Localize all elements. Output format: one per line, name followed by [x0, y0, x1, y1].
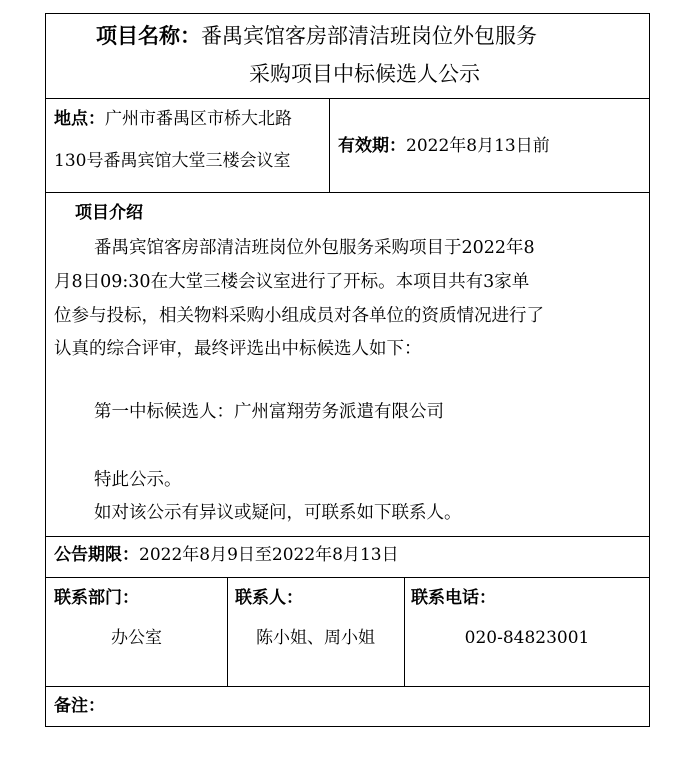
intro-line: 番禺宾馆客房部清洁班岗位外包服务采购项目于2022年8: [94, 238, 535, 258]
contact-person-value: 陈小姐、周小姐: [256, 628, 375, 648]
divider: [46, 192, 649, 193]
project-name-label: 项目名称：: [96, 23, 201, 48]
announcement-table: [45, 13, 650, 727]
divider: [46, 98, 649, 99]
intro-heading: 项目介绍: [75, 203, 143, 223]
contact-note-line: 如对该公示有异议或疑问，可联系如下联系人。: [94, 503, 462, 523]
notice-line: 特此公示。: [94, 470, 182, 490]
contact-dept-value: 办公室: [111, 628, 162, 648]
contact-phone-value: 020-84823001: [464, 628, 590, 648]
period-value: 2022年8月9日至2022年8月13日: [139, 545, 399, 565]
intro-line: 认真的综合评审，最终评选出中标候选人如下：: [54, 339, 422, 359]
project-name: [96, 21, 537, 51]
divider: [46, 536, 649, 537]
location-line2: 130号番禺宾馆大堂三楼会议室: [54, 151, 291, 171]
validity-value: 2022年8月13日前: [406, 136, 550, 156]
candidate-line: 第一中标候选人：广州富翔劳务派遣有限公司: [94, 402, 444, 422]
project-name-line1: 番禺宾馆客房部清洁班岗位外包服务: [201, 24, 537, 48]
location: [54, 107, 292, 131]
period-label: 公告期限：: [54, 545, 139, 565]
project-name-line2: 采购项目中标候选人公示: [249, 62, 480, 86]
validity-label: 有效期：: [338, 136, 406, 156]
divider: [329, 98, 330, 192]
remark-label: 备注：: [54, 696, 105, 716]
contact-phone-label: 联系电话：: [411, 588, 496, 608]
announcement-period: [54, 543, 399, 567]
contact-person-label: 联系人：: [235, 588, 303, 608]
contact-dept-label: 联系部门：: [54, 588, 139, 608]
intro-line: 月8日09:30在大堂三楼会议室进行了开标。本项目共有3家单: [54, 272, 530, 292]
validity: [338, 134, 550, 158]
divider: [46, 577, 649, 578]
divider: [46, 686, 649, 687]
location-label: 地点：: [54, 109, 105, 129]
intro-line: 位参与投标，相关物料采购小组成员对各单位的资质情况进行了: [54, 306, 544, 326]
location-line1: 广州市番禺区市桥大北路: [105, 109, 292, 129]
